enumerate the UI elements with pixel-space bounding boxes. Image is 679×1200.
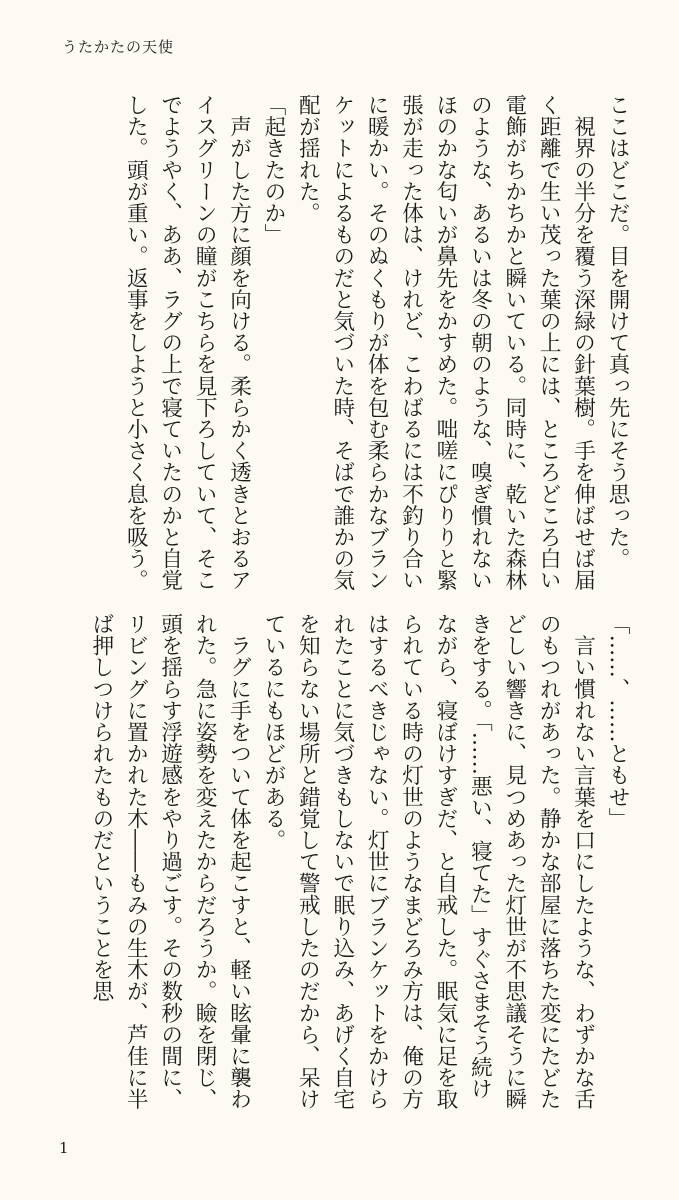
paragraph: 声がした方に顔を向ける。柔らかく透きとおるアイスグリーンの瞳がこちらを見下ろしていて、そこでようやく、ああ、ラグの上で寝ていたのかと自覚した。頭が重い。返事をしようと小さく息を吸う。 — [123, 94, 252, 591]
text-block-bottom — [34, 613, 634, 1113]
paragraph: ここはどこだ。目を開けて真っ先にそう思った。 — [605, 94, 630, 570]
paragraph: 「……、……ともせ」 — [605, 613, 630, 829]
paragraph: 言い慣れない言葉を口にしたような、わずかな舌のもつれがあった。静かな部屋に落ちた変にたどたどしい響きに、見つめあった灯世が不思議そうに瞬きをする。「……悪い、寝てた」すぐさまそう続けながら、寝ぼけすぎだ、と自戒した。眠気に足を取られている時の灯世のようなまどろみ方は、俺の方はするべきじゃない。灯世にブランケットをかけられたことに気づきもしないで眠り込み、あげく自宅を知らない場所と錯覚して警戒したのだから、呆けているにもほどがある。 — [260, 613, 596, 1110]
running-title: うたかたの天使 — [62, 38, 175, 56]
paragraph: ラグに手をついて体を起こすと、軽い眩暈に襲われた。急に姿勢を変えたからだろうか。瞼を閉じ、頭を揺らす浮遊感をやり過ごす。その数秒の間に、リビングに置かれた木――もみの生木が、芦佳に半ば押しつけられたものだということを思 — [88, 613, 252, 1110]
text-block-top — [34, 94, 634, 594]
paragraph: 「起きたのか」 — [260, 94, 286, 246]
page-number: 1 — [59, 1139, 69, 1157]
paragraph: 視界の半分を覆う深緑の針葉樹。手を伸ばせば届く距離で生い茂った葉の上には、ところどころ白い電飾がちかちかと瞬いている。同時に、乾いた森林のような、あるいは冬の朝のような、嗅ぎ慣れないほのかな匂いが鼻先をかすめた。咄嗟にぴりりと緊張が走った体は、けれど、こわばるには不釣り合いに暖かい。そのぬくもりが体を包む柔らかなブランケットによるものだと気づいた時、そばで誰かの気配が揺れた。 — [295, 94, 596, 591]
